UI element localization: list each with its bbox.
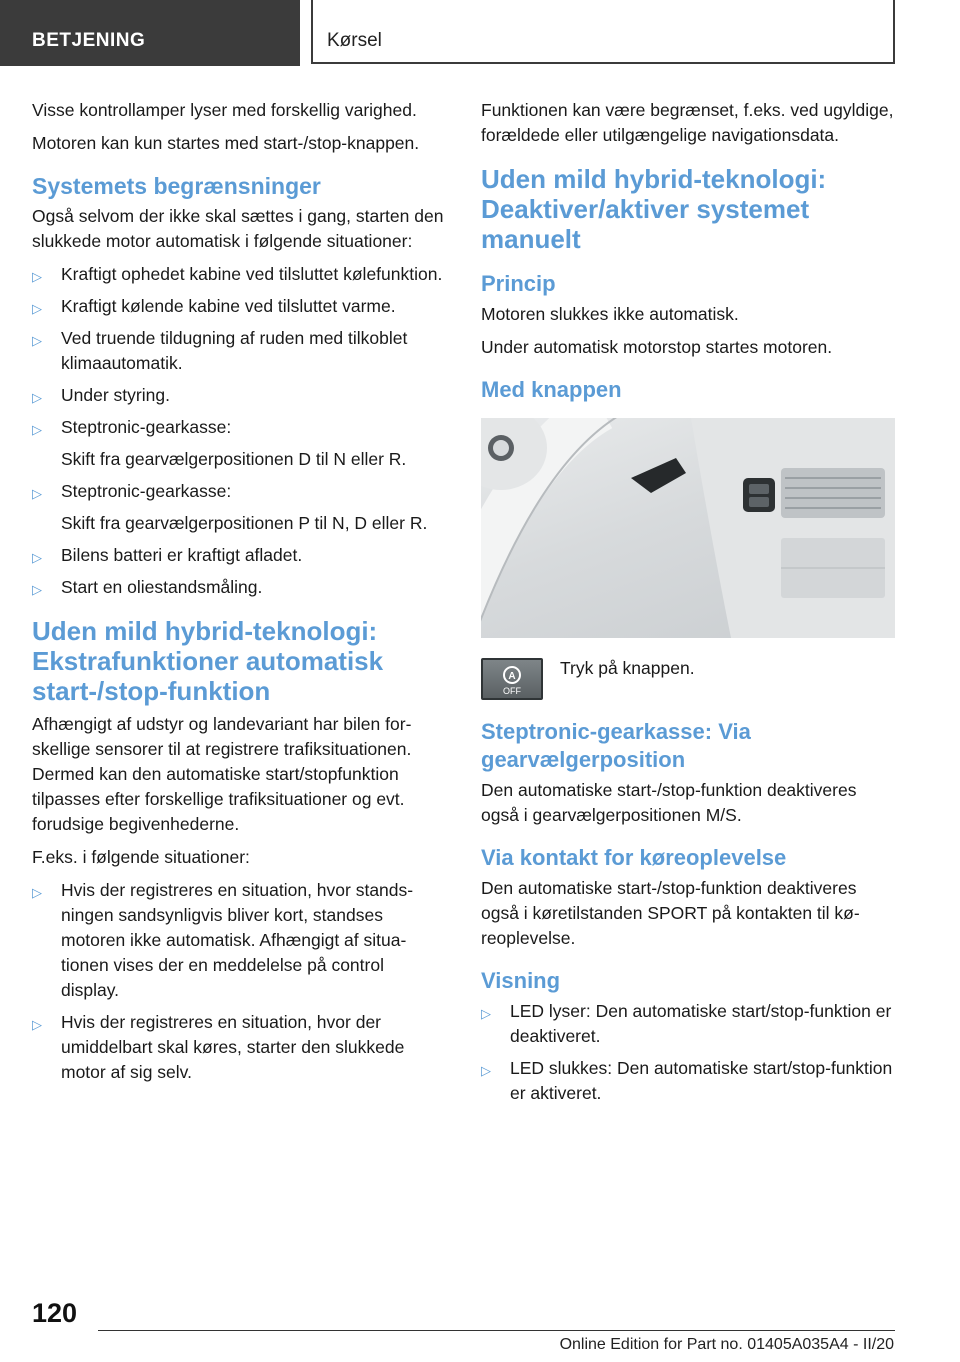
- extra-functions-heading: Uden mild hybrid-teknologi: Ekstrafunktioner automatisk start-/stop-funktion: [32, 616, 384, 706]
- list-item: ▷ Hvis der registreres en situation, hvor standsningen sandsynligvis bliver kort, standses motoren ikke automatisk. Afhængigt af situationen vises der en meddelelse på control display.: [32, 880, 414, 1000]
- principle-text-2: Under automatisk motorstop startes motoren.: [481, 337, 833, 357]
- triangle-bullet-icon: ▷: [32, 550, 42, 565]
- list-item: ▷ Hvis der registreres en situation, hvor der umiddelbart skal køres, starter den slukkede motor af sig selv.: [32, 1012, 405, 1082]
- button-heading: Med knappen: [481, 377, 622, 402]
- extra-functions-text-2: F.eks. i følgende situationer:: [32, 847, 250, 867]
- driving-experience-text: Den automatiske start-/stop-funktion deaktiveres også i køretilstanden SPORT på kontakten til køreoplevelse.: [481, 878, 860, 948]
- list-item: ▷ Steptronic-gearkasse: Skift fra gearvælgerpositionen P til N, D eller R.: [32, 479, 446, 536]
- principle-text-1: Motoren slukkes ikke automatisk.: [481, 304, 739, 324]
- footer-divider: [98, 1330, 895, 1331]
- steptronic-heading: Steptronic-gearkasse: Via gearvælgerposition: [481, 719, 751, 772]
- triangle-bullet-icon: ▷: [32, 269, 42, 284]
- triangle-bullet-icon: ▷: [481, 1063, 491, 1078]
- limits-heading: Systemets begrænsninger: [32, 173, 321, 199]
- list-subitem: Skift fra gearvælgerpositionen P til N, D eller R.: [61, 513, 428, 533]
- list-item: ▷ Ved truende tildugning af ruden med tilkoblet klimaautomatik.: [32, 328, 408, 373]
- list-subitem: Skift fra gearvælgerpositionen D til N eller R.: [61, 449, 407, 469]
- triangle-bullet-icon: ▷: [32, 885, 42, 900]
- button-instruction-text: Tryk på knappen.: [560, 658, 695, 678]
- auto-start-stop-symbol-icon: [483, 660, 541, 698]
- intro-paragraph-2: Motoren kan kun startes med start-/stop-knappen.: [32, 133, 420, 153]
- list-item: ▷ Bilens batteri er kraftigt afladet.: [32, 543, 446, 568]
- display-list: [481, 999, 895, 1106]
- button-instruction: [481, 656, 895, 700]
- page-number: 120: [32, 1298, 78, 1328]
- list-item: ▷ LED lyser: Den automatiske start/stop-funktion er deaktiveret.: [481, 1001, 892, 1046]
- right-column: [481, 98, 895, 1114]
- auto-start-stop-off-button-icon: [481, 658, 543, 700]
- triangle-bullet-icon: ▷: [32, 390, 42, 405]
- limits-list: [32, 262, 446, 600]
- dashboard-illustration: [481, 418, 895, 638]
- display-heading: Visning: [481, 968, 561, 993]
- extra-functions-list: [32, 878, 446, 1085]
- triangle-bullet-icon: ▷: [32, 333, 42, 348]
- dashboard-photo: [481, 418, 895, 638]
- driving-experience-heading: Via kontakt for køreoplevelse: [481, 845, 787, 870]
- manual-heading: Uden mild hybrid-teknologi: Deaktiver/aktiver systemet manuelt: [481, 164, 827, 254]
- triangle-bullet-icon: ▷: [32, 1017, 42, 1032]
- triangle-bullet-icon: ▷: [32, 301, 42, 316]
- list-item: ▷ LED slukkes: Den automatiske start/stop-funktion er aktiveret.: [481, 1058, 893, 1103]
- triangle-bullet-icon: ▷: [32, 582, 42, 597]
- list-item: ▷ Under styring.: [32, 383, 446, 408]
- list-item: ▷ Kraftigt ophedet kabine ved tilsluttet kølefunktion.: [32, 262, 446, 287]
- list-item: ▷ Kraftigt kølende kabine ved tilsluttet varme.: [32, 294, 446, 319]
- list-item: ▷ Steptronic-gearkasse: Skift fra gearvælgerpositionen D til N eller R.: [32, 415, 446, 472]
- left-column: [32, 98, 446, 1093]
- principle-heading: Princip: [481, 271, 556, 296]
- triangle-bullet-icon: ▷: [32, 486, 42, 501]
- intro-paragraph: Funktionen kan være begrænset, f.eks. ved ugyldige, forældede eller utilgængelige navigationsdata.: [481, 100, 894, 145]
- extra-functions-text-1: Afhængigt af udstyr og landevariant har bilen forskellige sensorer til at registrere trafiksituationen. Dermed kan den automatiske start/stopfunktion tilpasses efter forskellige trafiksituationer og evt. forudsige begivenhederne.: [32, 714, 412, 834]
- limits-text: Også selvom der ikke skal sættes i gang, starten den slukkede motor automatisk i følgende situationer:: [32, 206, 444, 251]
- chapter-title: Kørsel: [311, 0, 895, 64]
- triangle-bullet-icon: ▷: [32, 422, 42, 437]
- edition-info: Online Edition for Part no. 01405A035A4 - II/20: [559, 1336, 894, 1353]
- steptronic-text: Den automatiske start-/stop-funktion deaktiveres også i gearvælgerpositionen M/S.: [481, 780, 857, 825]
- list-item: ▷ Start en oliestandsmåling.: [32, 575, 446, 600]
- svg-text:A: A: [508, 671, 516, 682]
- section-title: BETJENING: [0, 0, 300, 66]
- intro-paragraph-1: Visse kontrollamper lyser med forskellig varighed.: [32, 100, 417, 120]
- page-header: [0, 0, 960, 66]
- off-label: OFF: [503, 686, 521, 696]
- triangle-bullet-icon: ▷: [481, 1006, 491, 1021]
